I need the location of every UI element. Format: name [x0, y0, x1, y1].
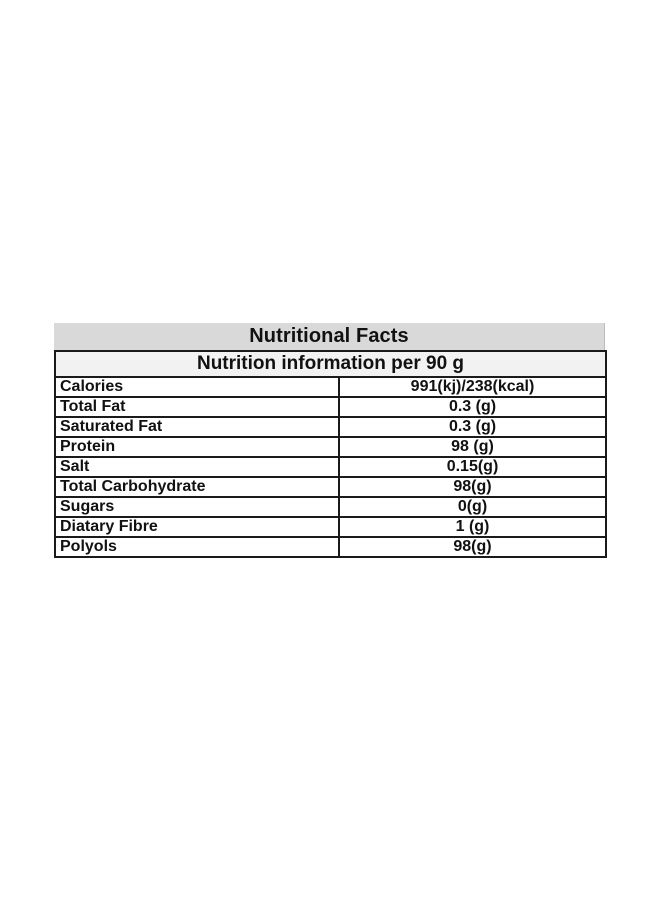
table-row [55, 537, 606, 557]
nutrient-label: Diatary Fibre [55, 517, 339, 537]
nutrient-label: Protein [55, 437, 339, 457]
nutrient-label: Sugars [55, 497, 339, 517]
table-row [55, 437, 606, 457]
nutrient-label: Calories [55, 377, 339, 397]
nutrient-value: 0(g) [339, 497, 606, 517]
nutrition-facts-panel [54, 323, 605, 558]
table-row [55, 497, 606, 517]
nutrient-label: Saturated Fat [55, 417, 339, 437]
nutrient-value: 0.3 (g) [339, 397, 606, 417]
nutrient-label: Polyols [55, 537, 339, 557]
table-row [55, 397, 606, 417]
nutrition-facts-title: Nutritional Facts [54, 323, 605, 350]
nutrient-value: 1 (g) [339, 517, 606, 537]
nutrient-value: 98(g) [339, 477, 606, 497]
table-row [55, 417, 606, 437]
nutrition-table [54, 350, 607, 558]
nutrient-value: 991(kj)/238(kcal) [339, 377, 606, 397]
nutrient-value: 98(g) [339, 537, 606, 557]
nutrient-label: Salt [55, 457, 339, 477]
nutrition-subheader-row [55, 351, 606, 377]
table-row [55, 517, 606, 537]
nutrient-label: Total Fat [55, 397, 339, 417]
nutrient-value: 98 (g) [339, 437, 606, 457]
table-row [55, 377, 606, 397]
nutrient-label: Total Carbohydrate [55, 477, 339, 497]
nutrient-value: 0.3 (g) [339, 417, 606, 437]
table-row [55, 477, 606, 497]
nutrient-value: 0.15(g) [339, 457, 606, 477]
table-row [55, 457, 606, 477]
nutrition-subtitle: Nutrition information per 90 g [55, 351, 606, 377]
